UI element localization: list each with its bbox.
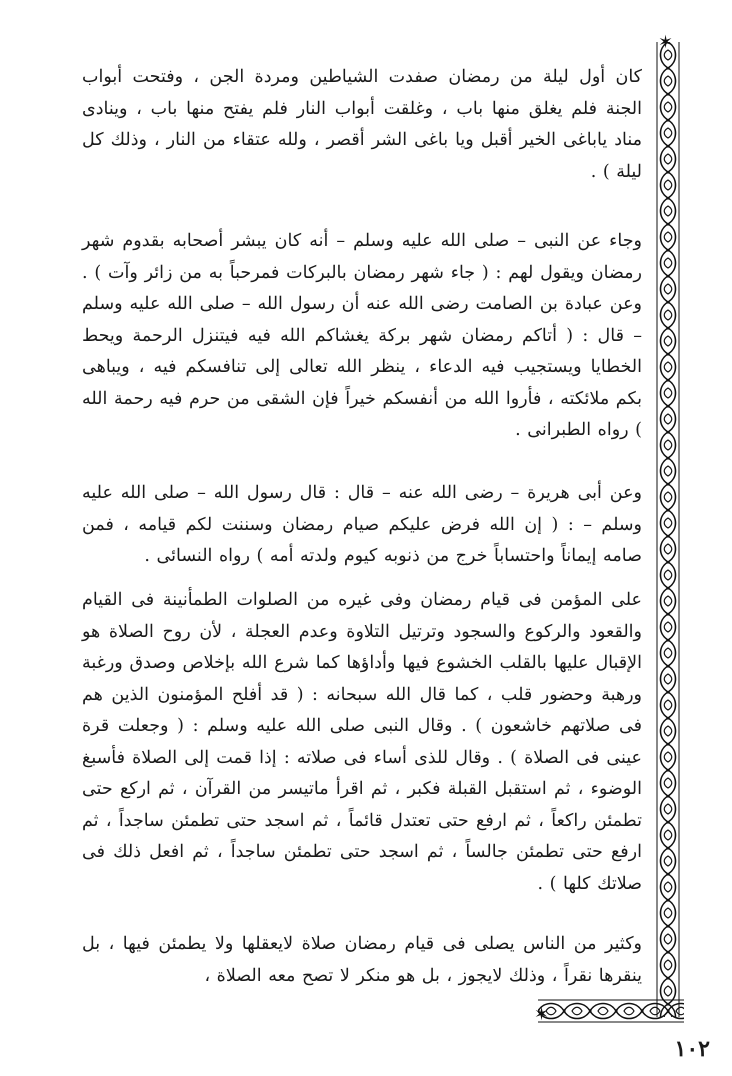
page-number: ١٠٢ — [674, 1036, 710, 1062]
paragraph-abu-hurairah-hadith: وعن أبى هريرة – رضى الله عنه – قال : قال رسول الله – صلى الله عليه وسلم – : ( إن الله فرض عليكم صيام رمضان وسننت لكم قيامه ، فمن صامه إيماناً واحتساباً خرج من ذنوبه كيوم ولدته أمه ) رواه النسائى . — [82, 483, 642, 566]
star-ornament-icon: ✶ — [658, 32, 674, 53]
ornamental-border-bottom — [538, 998, 684, 1024]
paragraph-tranquility-in-prayer: على المؤمن فى قيام رمضان وفى غيره من الصلوات الطمأنينة فى القيام والقعود والركوع والسجود وترتيل التلاوة وعدم العجلة ، لأن روح الصلاة هو الإقبال عليها بالقلب الخشوع فيها وأداؤها كما شرع الله بإخلاص وصدق ورغبة ورهبة وحضور قلب ، كما قال الله سبحانه : ( قد أفلح المؤمنون الذين هم فى صلاتهم خاشعون ) . وقال النبى صلى الله عليه وسلم : ( وجعلت قرة عينى فى الصلاة ) . وقال للذى أساء فى صلاته : إذا قمت إلى الصلاة فأسبغ الوضوء ، ثم استقبل القبلة فكبر ، ثم اقرأ ماتيسر من القرآن ، ثم اركع حتى تطمئن راكعاً ، ثم ارفع حتى تعتدل قائماً ، ثم اسجد حتى تطمئن ساجداً ، ثم ارفع حتى تطمئن جالساً ، ثم اسجد حتى تطمئن ساجداً ، ثم افعل ذلك فى صلاتك كلها ) . — [82, 590, 642, 894]
star-ornament-icon: ✶ — [534, 1004, 550, 1025]
paragraph-ramadan-gates: كان أول ليلة من رمضان صفدت الشياطين ومردة الجن ، وفتحت أبواب الجنة فلم يغلق منها باب ، وغلقت أبواب النار فلم يفتح منها باب ، وينادى مناد ياباغى الخير أقبل ويا باغى الشر أقصر ، ولله عتقاء من النار ، وذلك كل ليلة ) . — [82, 67, 642, 182]
paragraph-prophet-glad-tidings: وجاء عن النبى – صلى الله عليه وسلم – أنه كان يبشر أصحابه بقدوم شهر رمضان ويقول لهم : ( جاء شهر رمضان بالبركات فمرحباً به من زائر وآت ) . وعن عبادة بن الصامت رضى الله عنه أن رسول الله – صلى الله عليه وسلم – قال : ( أتاكم رمضان شهر بركة يغشاكم الله فيه فيتنزل الرحمة ويحط الخطايا ويستجيب فيه الدعاء ، ينظر الله تعالى إلى تنافسكم فيه ، ويباهى بكم ملائكته ، فأروا الله من أنفسكم خيراً فإن الشقى من حرم فيه رحمة الله ) رواه الطبرانى . — [82, 231, 642, 440]
paragraph-hasty-prayer: وكثير من الناس يصلى فى قيام رمضان صلاة لايعقلها ولا يطمئن فيها ، بل ينقرها نقراً ، وذلك لايجوز ، بل هو منكر لا تصح معه الصلاة ، — [82, 934, 642, 986]
ornamental-border-right — [655, 42, 681, 1017]
